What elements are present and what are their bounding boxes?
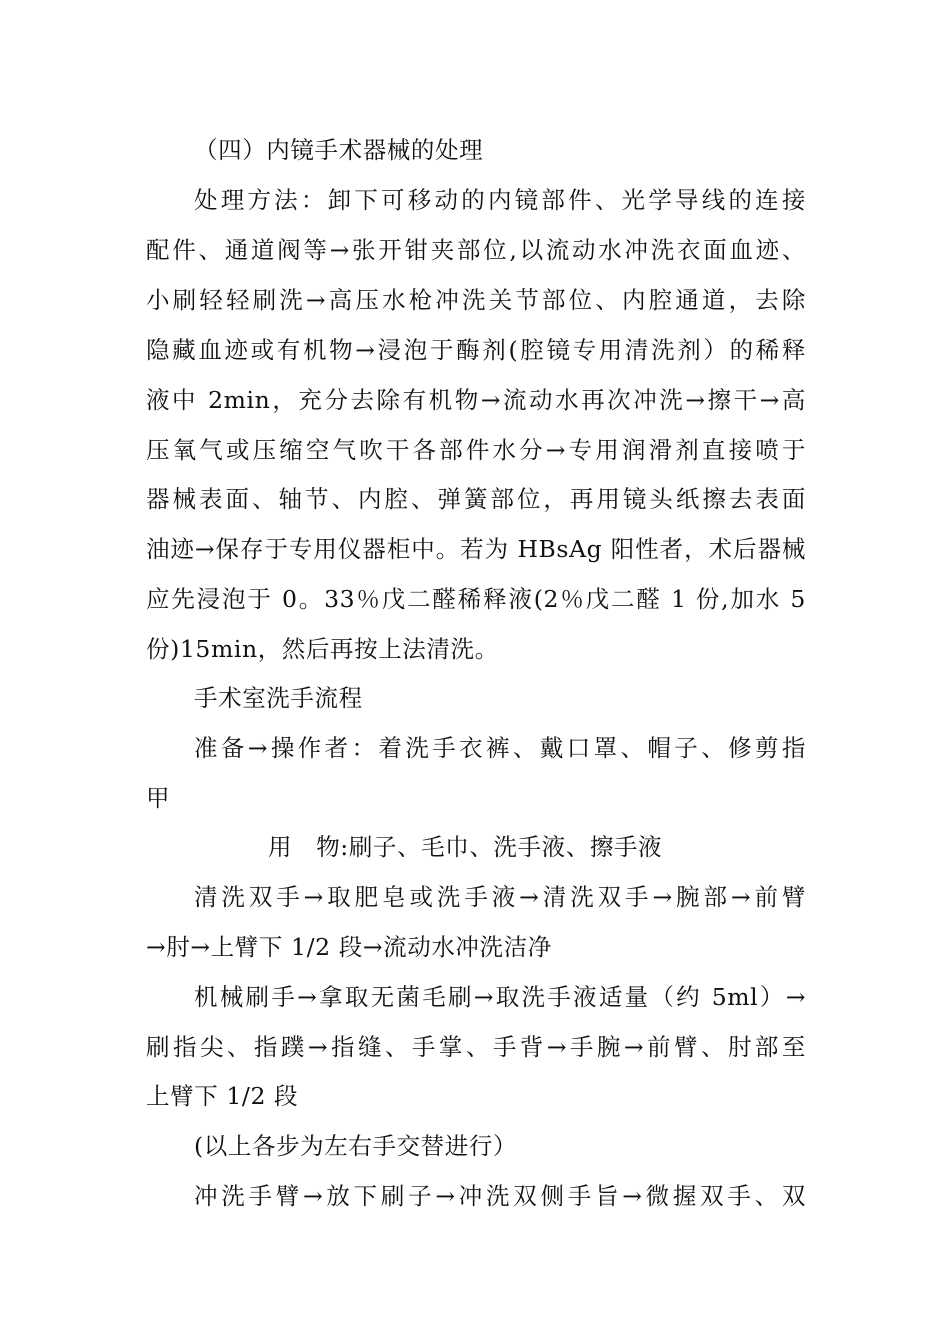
paragraph-line: 应先浸泡于 0。33％戊二醛稀释液(2％戊二醛 1 份,加水 5 <box>146 585 806 613</box>
paragraph-line: 机械刷手→拿取无菌毛刷→取洗手液适量（约 5ml）→ <box>194 983 806 1011</box>
paragraph-line: 准备→操作者：着洗手衣裤、戴口罩、帽子、修剪指 <box>194 734 806 762</box>
paragraph-line: 上臂下 1/2 段 <box>146 1082 299 1110</box>
section-heading: （四）内镜手术器械的处理 <box>194 136 484 164</box>
paragraph-line: →肘→上臂下 1/2 段→流动水冲洗洁净 <box>146 933 552 961</box>
paragraph-line: 用 物:刷子、毛巾、洗手液、擦手液 <box>268 833 663 861</box>
paragraph-line: 压氧气或压缩空气吹干各部件水分→专用润滑剂直接喷于 <box>146 436 806 464</box>
section-heading: 手术室洗手流程 <box>194 684 363 712</box>
paragraph-line: 隐藏血迹或有机物→浸泡于酶剂(腔镜专用清洗剂）的稀释 <box>146 336 806 364</box>
paragraph-line: 配件、通道阀等→张开钳夹部位,以流动水冲洗衣面血迹、 <box>146 236 806 264</box>
paragraph-line: 份)15min，然后再按上法清洗。 <box>146 635 499 663</box>
paragraph-line: 液中 2min，充分去除有机物→流动水再次冲洗→擦干→高 <box>146 386 806 414</box>
paragraph-line: 冲洗手臂→放下刷子→冲洗双侧手旨→微握双手、双 <box>194 1182 806 1210</box>
paragraph-line: (以上各步为左右手交替进行） <box>194 1132 518 1160</box>
paragraph-line: 处理方法：卸下可移动的内镜部件、光学导线的连接 <box>194 186 806 214</box>
paragraph-line: 器械表面、轴节、内腔、弹簧部位，再用镜头纸擦去表面 <box>146 485 806 513</box>
paragraph-line: 刷指尖、指蹼→指缝、手掌、手背→手腕→前臂、肘部至 <box>146 1033 806 1061</box>
paragraph-line: 清洗双手→取肥皂或洗手液→清洗双手→腕部→前臂 <box>194 883 806 911</box>
paragraph-line: 甲 <box>146 784 171 812</box>
paragraph-line: 油迹→保存于专用仪器柜中。若为 HBsAg 阳性者，术后器械 <box>146 535 806 563</box>
paragraph-line: 小刷轻轻刷洗→高压水枪冲洗关节部位、内腔通道，去除 <box>146 286 806 314</box>
